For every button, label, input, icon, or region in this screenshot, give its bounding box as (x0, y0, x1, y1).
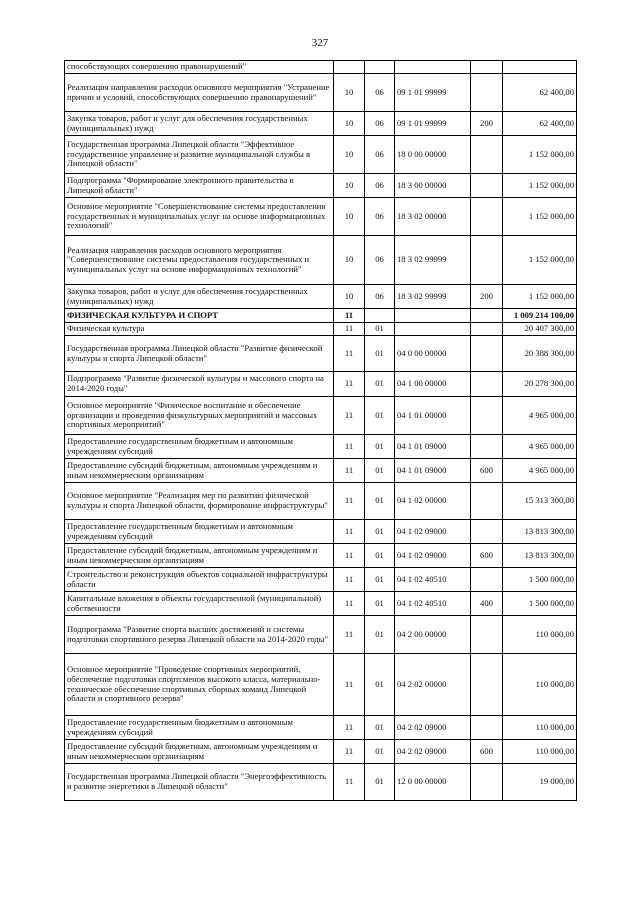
target-article-cell: 18 3 02 00000 (395, 198, 471, 236)
section-cell: 10 (334, 112, 365, 136)
amount-cell: 4 965 000,00 (503, 435, 577, 459)
expense-type-cell (471, 323, 503, 336)
amount-cell: 13 813 300,00 (503, 520, 577, 544)
expense-type-cell (471, 74, 503, 112)
row-name-cell: Физическая культура (65, 323, 334, 336)
amount-cell: 19 000,00 (503, 764, 577, 801)
section-cell: 11 (334, 323, 365, 336)
subsection-cell (365, 61, 395, 74)
target-article-cell: 18 3 02 99999 (395, 236, 471, 285)
target-article-cell: 04 1 01 09000 (395, 435, 471, 459)
target-article-cell: 04 1 02 09000 (395, 520, 471, 544)
section-cell: 11 (334, 568, 365, 592)
section-cell (334, 61, 365, 74)
amount-cell: 110 000,00 (503, 716, 577, 740)
target-article-cell: 04 1 01 00000 (395, 397, 471, 435)
target-article-cell: 04 1 02 09000 (395, 544, 471, 568)
section-cell: 11 (334, 544, 365, 568)
subsection-cell: 01 (365, 740, 395, 764)
section-cell: 11 (334, 716, 365, 740)
expense-type-cell (471, 236, 503, 285)
expense-type-cell (471, 198, 503, 236)
section-cell: 11 (334, 592, 365, 616)
table-row (65, 764, 577, 801)
row-name-cell: Предоставление субсидий бюджетным, автономным учреждениям и иным некоммерческим организациям (65, 459, 334, 483)
subsection-cell: 01 (365, 544, 395, 568)
section-cell: 10 (334, 198, 365, 236)
expense-type-cell (471, 716, 503, 740)
row-name-cell: ФИЗИЧЕСКАЯ КУЛЬТУРА И СПОРТ (65, 309, 334, 323)
row-name-cell: Закупка товаров, работ и услуг для обеспечения государственных (муниципальных) нужд (65, 112, 334, 136)
target-article-cell: 18 0 00 00000 (395, 136, 471, 174)
subsection-cell (365, 309, 395, 323)
subsection-cell: 01 (365, 654, 395, 716)
row-name-cell: Строительство и реконструкция объектов социальной инфраструктуры области (65, 568, 334, 592)
subsection-cell: 01 (365, 435, 395, 459)
amount-cell: 1 152 000,00 (503, 198, 577, 236)
amount-cell: 1 152 000,00 (503, 136, 577, 174)
section-cell: 11 (334, 654, 365, 716)
subsection-cell: 01 (365, 716, 395, 740)
row-name-cell: Капитальные вложения в объекты государственной (муниципальной) собственности (65, 592, 334, 616)
target-article-cell: 04 1 01 09000 (395, 459, 471, 483)
table-row (65, 198, 577, 236)
table-row (65, 592, 577, 616)
expense-type-cell: 200 (471, 112, 503, 136)
section-cell: 11 (334, 740, 365, 764)
row-name-cell: Государственная программа Липецкой области "Энергоэффективность и развитие энергетики в Липецкой области" (65, 764, 334, 801)
row-name-cell: Подпрограмма "Формирование электронного правительства в Липецкой области" (65, 174, 334, 198)
row-name-cell: Подпрограмма "Развитие физической культуры и массового спорта на 2014-2020 годы" (65, 372, 334, 397)
subsection-cell: 01 (365, 483, 395, 520)
subsection-cell: 06 (365, 136, 395, 174)
subsection-cell: 01 (365, 592, 395, 616)
table-row (65, 568, 577, 592)
section-cell: 11 (334, 459, 365, 483)
amount-cell: 1 152 000,00 (503, 236, 577, 285)
table-row (65, 716, 577, 740)
amount-cell: 1 009 214 100,00 (503, 309, 577, 323)
row-name-cell: Государственная программа Липецкой области "Развитие физической культуры и спорта Липецкой области" (65, 336, 334, 372)
section-cell: 11 (334, 372, 365, 397)
amount-cell: 62 400,00 (503, 74, 577, 112)
table-row (65, 336, 577, 372)
subsection-cell: 01 (365, 568, 395, 592)
subsection-cell: 06 (365, 112, 395, 136)
target-article-cell: 04 2 02 09000 (395, 740, 471, 764)
target-article-cell (395, 309, 471, 323)
expense-type-cell (471, 520, 503, 544)
target-article-cell: 04 2 02 09000 (395, 716, 471, 740)
target-article-cell (395, 323, 471, 336)
section-cell: 11 (334, 397, 365, 435)
expense-type-cell (471, 136, 503, 174)
target-article-cell: 04 0 00 00000 (395, 336, 471, 372)
amount-cell: 110 000,00 (503, 616, 577, 654)
subsection-cell: 06 (365, 74, 395, 112)
amount-cell: 13 813 300,00 (503, 544, 577, 568)
target-article-cell: 04 2 00 00000 (395, 616, 471, 654)
target-article-cell: 09 1 01 99999 (395, 112, 471, 136)
amount-cell: 4 965 000,00 (503, 459, 577, 483)
target-article-cell: 12 0 00 00000 (395, 764, 471, 801)
row-name-cell: способствующих совершению правонарушений" (65, 61, 334, 74)
amount-cell: 20 388 300,00 (503, 336, 577, 372)
section-cell: 10 (334, 174, 365, 198)
row-name-cell: Предоставление государственным бюджетным и автономным учреждениям субсидий (65, 520, 334, 544)
subsection-cell: 06 (365, 236, 395, 285)
table-row (65, 435, 577, 459)
table-row (65, 61, 577, 74)
expense-type-cell (471, 174, 503, 198)
section-cell: 10 (334, 236, 365, 285)
table-row (65, 285, 577, 309)
expense-type-cell: 200 (471, 285, 503, 309)
subsection-cell: 01 (365, 336, 395, 372)
table-row (65, 520, 577, 544)
subsection-cell: 01 (365, 372, 395, 397)
row-name-cell: Предоставление субсидий бюджетным, автономным учреждениям и иным некоммерческим организациям (65, 740, 334, 764)
table-row (65, 323, 577, 336)
table-row (65, 544, 577, 568)
table-row (65, 174, 577, 198)
target-article-cell: 04 1 02 40510 (395, 592, 471, 616)
subsection-cell: 01 (365, 459, 395, 483)
subsection-cell: 01 (365, 616, 395, 654)
expense-type-cell (471, 654, 503, 716)
section-cell: 11 (334, 309, 365, 323)
row-name-cell: Основное мероприятие "Физическое воспитание и обеспечение организации и проведения физкультурных мероприятий и массовых спортивных мероприятий" (65, 397, 334, 435)
expense-type-cell (471, 764, 503, 801)
expense-type-cell: 600 (471, 544, 503, 568)
expense-type-cell (471, 309, 503, 323)
table-row (65, 112, 577, 136)
subsection-cell: 01 (365, 520, 395, 544)
amount-cell (503, 61, 577, 74)
table-row (65, 654, 577, 716)
row-name-cell: Подпрограмма "Развитие спорта высших достижений и системы подготовки спортивного резерва Липецкой области на 2014-2020 годы" (65, 616, 334, 654)
section-cell: 10 (334, 136, 365, 174)
expense-type-cell (471, 61, 503, 74)
table-row (65, 372, 577, 397)
table-row (65, 136, 577, 174)
amount-cell: 110 000,00 (503, 654, 577, 716)
target-article-cell: 09 1 01 99999 (395, 74, 471, 112)
target-article-cell: 04 1 00 00000 (395, 372, 471, 397)
expense-type-cell (471, 435, 503, 459)
amount-cell: 20 407 300,00 (503, 323, 577, 336)
row-name-cell: Закупка товаров, работ и услуг для обеспечения государственных (муниципальных) нужд (65, 285, 334, 309)
subsection-cell: 06 (365, 198, 395, 236)
row-name-cell: Основное мероприятие "Реализация мер по развитию физической культуры и спорта Липецкой области, формирование инфраструктуры" (65, 483, 334, 520)
table-row (65, 397, 577, 435)
section-cell: 11 (334, 764, 365, 801)
subsection-cell: 01 (365, 764, 395, 801)
amount-cell: 1 152 000,00 (503, 285, 577, 309)
section-cell: 11 (334, 520, 365, 544)
target-article-cell: 04 1 02 40510 (395, 568, 471, 592)
table-row (65, 740, 577, 764)
expense-type-cell (471, 483, 503, 520)
row-name-cell: Реализация направления расходов основного мероприятия "Устранение причин и условий, способствующих совершению правонарушений" (65, 74, 334, 112)
target-article-cell: 04 1 02 00000 (395, 483, 471, 520)
row-name-cell: Предоставление государственным бюджетным и автономным учреждениям субсидий (65, 716, 334, 740)
target-article-cell (395, 61, 471, 74)
row-name-cell: Основное мероприятие "Проведение спортивных мероприятий, обеспечение подготовки спортсменов высокого класса, материально-техническое обеспечение спортивных сборных команд Липецкой области и спортивного резерва" (65, 654, 334, 716)
row-name-cell: Государственная программа Липецкой области "Эффективное государственное управление и развитие муниципальной службы в Липецкой области" (65, 136, 334, 174)
expense-type-cell (471, 616, 503, 654)
table-row (65, 459, 577, 483)
amount-cell: 15 313 300,00 (503, 483, 577, 520)
section-cell: 10 (334, 74, 365, 112)
expense-type-cell: 400 (471, 592, 503, 616)
amount-cell: 20 278 300,00 (503, 372, 577, 397)
section-cell: 11 (334, 616, 365, 654)
table-row (65, 483, 577, 520)
table-row (65, 309, 577, 323)
subsection-cell: 01 (365, 323, 395, 336)
expense-type-cell (471, 372, 503, 397)
subsection-cell: 06 (365, 285, 395, 309)
amount-cell: 62 400,00 (503, 112, 577, 136)
page-number: 327 (311, 37, 329, 49)
table-body (65, 61, 577, 801)
amount-cell: 1 152 000,00 (503, 174, 577, 198)
table-row (65, 74, 577, 112)
row-name-cell: Предоставление государственным бюджетным и автономным учреждениям субсидий (65, 435, 334, 459)
expense-type-cell: 600 (471, 740, 503, 764)
expense-type-cell (471, 336, 503, 372)
section-cell: 11 (334, 336, 365, 372)
expense-type-cell (471, 397, 503, 435)
target-article-cell: 18 3 02 99999 (395, 285, 471, 309)
section-cell: 11 (334, 483, 365, 520)
amount-cell: 4 965 000,00 (503, 397, 577, 435)
table-row (65, 236, 577, 285)
expense-type-cell (471, 568, 503, 592)
row-name-cell: Предоставление субсидий бюджетным, автономным учреждениям и иным некоммерческим организациям (65, 544, 334, 568)
target-article-cell: 04 2 02 00000 (395, 654, 471, 716)
amount-cell: 1 500 000,00 (503, 592, 577, 616)
section-cell: 10 (334, 285, 365, 309)
amount-cell: 110 000,00 (503, 740, 577, 764)
amount-cell: 1 500 000,00 (503, 568, 577, 592)
section-cell: 11 (334, 435, 365, 459)
row-name-cell: Реализация направления расходов основного мероприятия "Совершенствование системы предоставления государственных и муниципальных услуг на основе информационных технологий" (65, 236, 334, 285)
expense-type-cell: 600 (471, 459, 503, 483)
budget-table (64, 60, 577, 801)
row-name-cell: Основное мероприятие "Совершенствование системы предоставления государственных и муниципальных услуг на основе информационных технологий" (65, 198, 334, 236)
target-article-cell: 18 3 00 00000 (395, 174, 471, 198)
table-row (65, 616, 577, 654)
subsection-cell: 01 (365, 397, 395, 435)
subsection-cell: 06 (365, 174, 395, 198)
